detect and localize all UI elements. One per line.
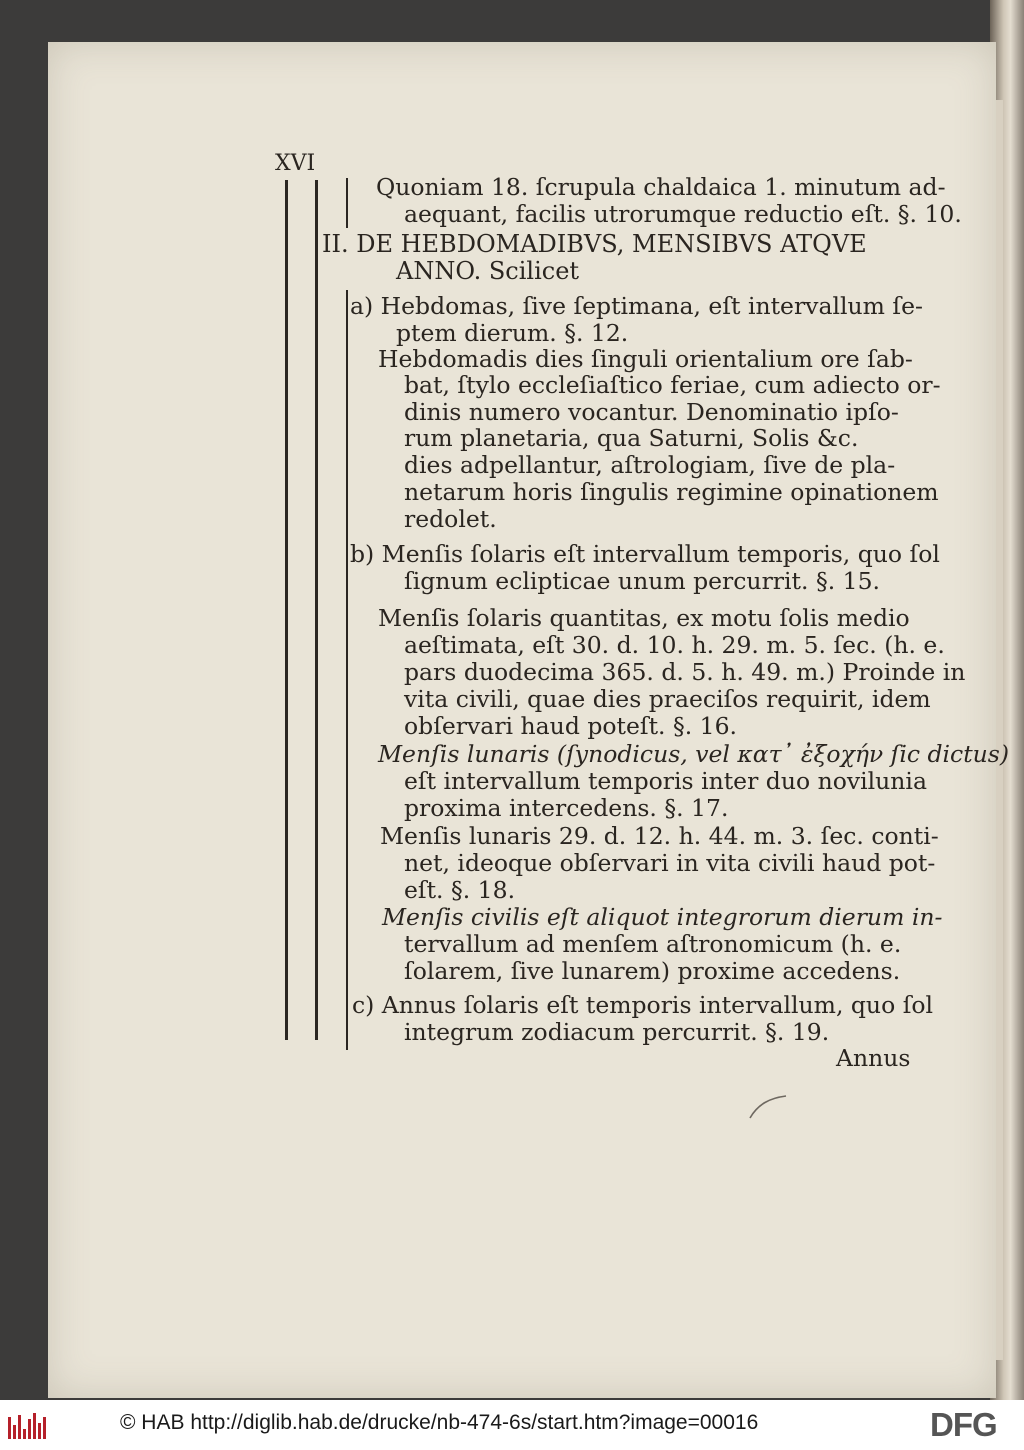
text-line: Menſis civilis eſt aliquot integrorum dierum in- — [382, 903, 943, 931]
text-line: aeſtimata, eſt 30. d. 10. h. 29. m. 5. ſec. (h. e. — [404, 631, 945, 659]
text-line: ptem dierum. §. 12. — [396, 319, 629, 347]
bracket-rule-outer — [285, 180, 288, 1040]
text-line: Menſis ſolaris quantitas, ex motu ſolis medio — [378, 604, 910, 632]
text-line: rum planetaria, qua Saturni, Solis &c. — [404, 424, 859, 452]
text-line: Quoniam 18. ſcrupula chaldaica 1. minutum ad- — [376, 173, 946, 201]
copyright-url[interactable]: © HAB http://diglib.hab.de/drucke/nb-474-6s/start.htm?image=00016 — [120, 1411, 759, 1434]
page-number: XVI — [275, 151, 316, 176]
text-line: a) Hebdomas, ſive ſeptimana, eſt intervallum ſe- — [350, 292, 923, 320]
text-line: net, ideoque obſervari in vita civili haud pot- — [404, 849, 936, 877]
text-line: pars duodecima 365. d. 5. h. 49. m.) Proinde in — [404, 658, 966, 686]
section-heading: II. DE HEBDOMADIBVS, MENSIBVS ATQVE — [322, 230, 867, 258]
text-line: b) Menſis ſolaris eſt intervallum temporis, quo ſol — [350, 540, 940, 568]
text-line: eſt intervallum temporis inter duo novilunia — [404, 767, 927, 795]
text-line: tervallum ad menſem aſtronomicum (h. e. — [404, 930, 902, 958]
text-line: proxima intercedens. §. 17. — [404, 794, 729, 822]
text-line: obſervari haud poteſt. §. 16. — [404, 712, 738, 740]
text-line: c) Annus ſolaris eſt temporis intervallum, quo ſol — [352, 991, 934, 1019]
text-line: dies adpellantur, aſtrologiam, ſive de pla- — [404, 451, 896, 479]
text-line: redolet. — [404, 505, 497, 533]
text-line: Menſis lunaris (ſynodicus, vel κατ᾽ ἐξοχήν ſic dictus) — [378, 740, 1010, 768]
text-line: Hebdomadis dies ſinguli orientalium ore ſab- — [378, 345, 913, 373]
text-line: integrum zodiacum percurrit. §. 19. — [404, 1018, 830, 1046]
pen-mark — [748, 1092, 788, 1122]
viewer-footer — [0, 1400, 1024, 1450]
text-line: ſolarem, ſive lunarem) proxime accedens. — [404, 957, 901, 985]
text-line: aequant, facilis utrorumque reductio eſt. §. 10. — [404, 200, 962, 228]
dfg-logo[interactable]: DFG — [930, 1406, 997, 1443]
text-line: netarum horis ſingulis regimine opinationem — [404, 478, 939, 506]
text-line: ſignum eclipticae unum percurrit. §. 15. — [404, 567, 881, 595]
text-line: dinis numero vocantur. Denominatio ipſo- — [404, 398, 899, 426]
text-line: vita civili, quae dies praeciſos requirit, idem — [404, 685, 931, 713]
hab-logo-icon[interactable] — [8, 1413, 46, 1439]
bracket-rule-inner-2 — [346, 290, 348, 1050]
bracket-rule-inner-1 — [346, 178, 348, 228]
text-line: eſt. §. 18. — [404, 876, 516, 904]
text-line: Menſis lunaris 29. d. 12. h. 44. m. 3. ſec. conti- — [380, 822, 939, 850]
text-line: bat, ſtylo eccleſiaſtico feriae, cum adiecto or- — [404, 371, 941, 399]
bracket-rule-middle — [315, 180, 318, 1040]
catchword: Annus — [836, 1044, 911, 1072]
section-heading-cont: ANNO. Scilicet — [396, 257, 580, 285]
